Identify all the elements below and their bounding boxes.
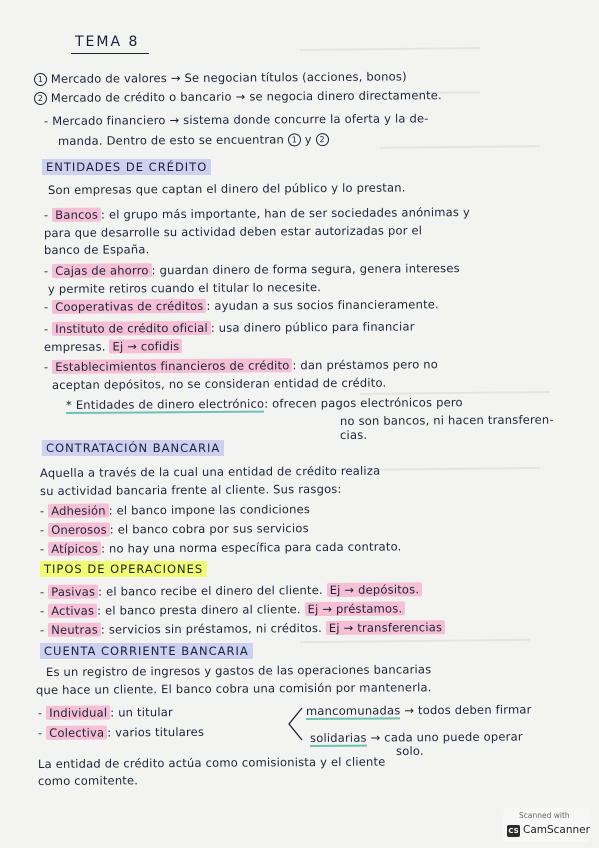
neutras-example: Ej → transferencias	[326, 620, 445, 635]
mancomunadas-line	[306, 702, 532, 718]
scanner-name: CamScanner	[523, 824, 590, 836]
bancos-line-2: para que desarrolle su actividad deben estar autorizadas por el	[43, 223, 423, 240]
bracket-icon	[286, 706, 304, 742]
individual-label: Individual	[46, 705, 110, 719]
cajas-line-1: - Cajas de ahorro : guardan dinero de forma segura, genera intereses	[43, 261, 460, 278]
number-marker: 1	[34, 73, 47, 86]
onerosos-label: Onerosos	[48, 523, 110, 537]
establecimientos-line-1: - Establecimientos financieros de crédito : dan préstamos pero no	[43, 357, 439, 374]
cuenta-intro-1: Es un registro de ingresos y gastos de las operaciones bancarias	[45, 662, 432, 679]
mercado-financiero-text: manda. Dentro de esto se encuentran	[57, 132, 285, 148]
cooperativas-text: : ayudan a sus socios financieramente.	[206, 297, 439, 313]
mercado-valores-label: Mercado de valores	[50, 71, 167, 86]
number-marker: 2	[34, 92, 47, 105]
adhesion-line: - Adhesión : el banco impone las condiciones	[39, 502, 311, 518]
cooperativas-line: - Cooperativas de créditos : ayudan a sus socios financieramente.	[43, 297, 439, 314]
activas-line: - Activas : el banco presta dinero al cliente. Ej → préstamos.	[40, 601, 405, 618]
colectiva-label: Colectiva	[46, 726, 107, 740]
mercado-financiero-line-1: - Mercado financiero → sistema donde concurre la oferta y la de-	[43, 111, 429, 128]
solidarias-label: solidarias	[309, 730, 367, 745]
bancos-text: : el grupo más importante, han de ser sociedades anónimas y	[100, 205, 471, 222]
cajas-text: : guardan dinero de forma segura, genera intereses	[151, 261, 460, 278]
establecimientos-line-2: aceptan depósitos, no se consideran entidad de crédito.	[51, 375, 387, 392]
pasivas-example: Ej → depósitos.	[327, 582, 423, 597]
atipicos-line: - Atípicos : no hay una norma específica para cada contrato.	[39, 539, 402, 556]
solidarias-line-2: solo.	[395, 743, 424, 758]
section-header-contratacion: CONTRATACIÓN BANCARIA	[42, 440, 224, 456]
dinero-electronico-line-3: cias.	[339, 427, 368, 442]
activas-example: Ej → préstamos.	[305, 601, 406, 616]
neutras-label: Neutras	[48, 623, 101, 637]
colectiva-line: - Colectiva : varios titulares	[37, 724, 205, 740]
cuenta-closing-2: como comitente.	[37, 773, 139, 788]
solidarias-line	[310, 730, 523, 745]
cuenta-closing-1: La entidad de crédito actúa como comisionista y el cliente	[37, 754, 386, 771]
bancos-line-1: - Bancos : el grupo más importante, han de ser sociedades anónimas y	[43, 205, 471, 222]
ico-label: Instituto de crédito oficial	[52, 321, 211, 336]
mancomunadas-text: → todos deben firmar	[404, 702, 532, 718]
individual-text: : un titular	[110, 705, 173, 720]
dinero-electronico-line-2: no son bancos, ni hacen transferen-	[339, 412, 554, 428]
neutras-line: - Neutras : servicios sin préstamos, ni créditos. Ej → transferencias	[40, 620, 445, 637]
number-marker: 2	[316, 133, 329, 146]
bleed-through-mark	[300, 47, 480, 51]
mercado-credito-label: Mercado de crédito o bancario	[50, 89, 232, 105]
contratacion-intro-1: Aquella a través de la cual una entidad de crédito realiza	[39, 463, 381, 480]
conjunction: y	[304, 132, 312, 147]
establecimientos-text: : dan préstamos pero no	[292, 357, 439, 373]
mercado-valores-text: → Se negocian títulos (acciones, bonos)	[170, 69, 407, 86]
activas-text: : el banco presta dinero al cliente.	[97, 602, 301, 618]
section-header-entidades: ENTIDADES DE CRÉDITO	[42, 159, 211, 175]
cajas-line-2: y permite retiros cuando el titular lo necesite.	[47, 280, 322, 296]
mercado-credito-text: → se negocia dinero directamente.	[235, 88, 442, 104]
onerosos-line: - Onerosos : el banco cobra por sus servicios	[39, 521, 309, 537]
section-header-tipos: TIPOS DE OPERACIONES	[40, 561, 207, 577]
pasivas-text: : el banco recibe el dinero del cliente.	[98, 583, 323, 599]
dinero-electronico-label: * Entidades de dinero electrónico	[65, 396, 265, 412]
ico-text: : usa dinero público para financiar	[210, 319, 415, 335]
neutras-text: : servicios sin préstamos, ni créditos.	[100, 621, 323, 637]
ico-text-2: empresas.	[43, 339, 106, 354]
colectiva-text: : varios titulares	[107, 724, 205, 740]
onerosos-text: : el banco cobra por sus servicios	[109, 521, 309, 537]
bleed-through-mark	[300, 639, 530, 643]
establecimientos-label: Establecimientos financieros de crédito	[52, 358, 292, 374]
cooperativas-label: Cooperativas de créditos	[52, 299, 206, 314]
bancos-label: Bancos	[52, 208, 101, 222]
individual-line: - Individual : un titular	[37, 705, 173, 720]
mancomunadas-label: mancomunadas	[305, 703, 401, 718]
number-marker: 1	[288, 133, 301, 146]
adhesion-label: Adhesión	[48, 504, 109, 518]
mercado-financiero-line-2	[58, 132, 329, 148]
item-mercado-valores	[34, 69, 407, 86]
ico-example: Ej → cofidis	[109, 339, 182, 354]
bleed-through-mark	[380, 145, 540, 149]
atipicos-label: Atípicos	[48, 542, 101, 556]
solidarias-text: → cada uno puede operar	[370, 729, 523, 745]
item-mercado-credito	[34, 88, 442, 105]
section-header-cuenta: CUENTA CORRIENTE BANCARIA	[40, 643, 253, 659]
activas-label: Activas	[48, 604, 97, 618]
dinero-electronico-line-1	[66, 395, 463, 412]
bancos-line-3: banco de España.	[43, 242, 150, 257]
pasivas-line: - Pasivas : el banco recibe el dinero del cliente. Ej → depósitos.	[40, 582, 422, 599]
adhesion-text: : el banco impone las condiciones	[108, 502, 311, 518]
entidades-intro: Son empresas que captan el dinero del público y lo prestan.	[47, 180, 406, 197]
contratacion-intro-2: su actividad bancaria frente al cliente. Sus rasgos:	[39, 481, 342, 498]
atipicos-text: : no hay una norma específica para cada contrato.	[100, 539, 402, 556]
ico-line-1: - Instituto de crédito oficial : usa dinero público para financiar	[43, 319, 415, 336]
cuenta-intro-2: que hace un cliente. El banco cobra una comisión por mantenerla.	[35, 680, 432, 697]
page-title: TEMA 8	[71, 34, 149, 54]
ico-line-2	[44, 339, 182, 354]
scanner-caption: Scanned with	[519, 811, 570, 820]
dinero-electronico-text: : ofrecen pagos electrónicos pero	[264, 395, 463, 411]
scanner-watermark	[503, 808, 589, 842]
pasivas-label: Pasivas	[48, 585, 98, 599]
cajas-label: Cajas de ahorro	[52, 263, 152, 278]
camscanner-logo-icon: CS	[508, 827, 519, 835]
